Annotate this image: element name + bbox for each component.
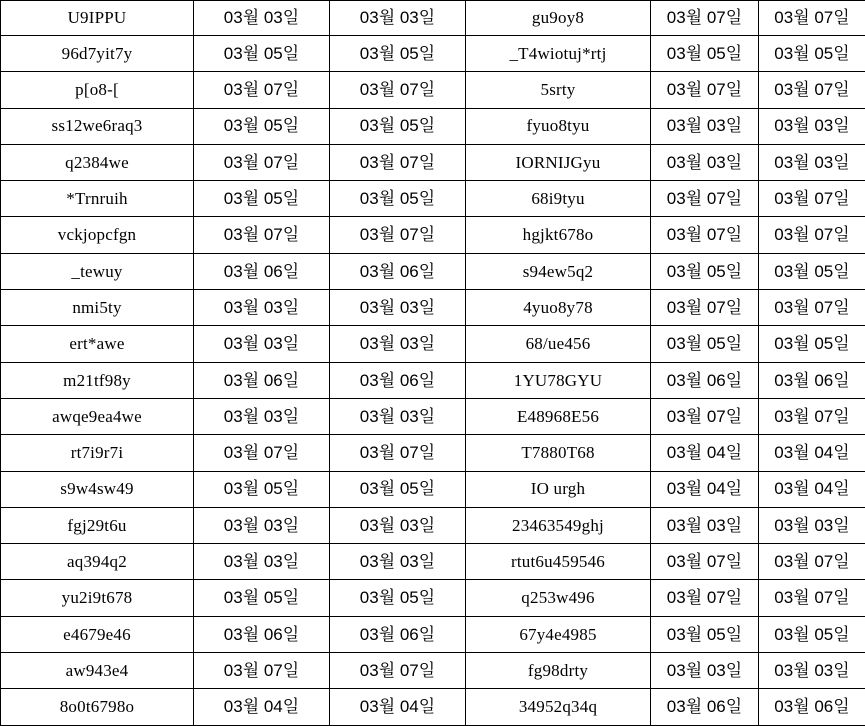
cell-date-1[interactable]: 03월 06일: [194, 253, 330, 289]
cell-date-1[interactable]: 03월 03일: [194, 326, 330, 362]
cell-date-1[interactable]: 03월 07일: [194, 72, 330, 108]
table-body: [1, 1, 865, 726]
cell-date-2[interactable]: 03월 05일: [330, 580, 466, 616]
cell-name[interactable]: nmi5ty: [1, 290, 194, 326]
cell-date-1[interactable]: 03월 05일: [194, 108, 330, 144]
cell-date-3[interactable]: 03월 04일: [651, 435, 759, 471]
cell-code[interactable]: 4yuo8y78: [466, 290, 651, 326]
table-row: [1, 290, 865, 326]
cell-name[interactable]: m21tf98y: [1, 362, 194, 398]
cell-date-1[interactable]: 03월 07일: [194, 144, 330, 180]
cell-name[interactable]: s9w4sw49: [1, 471, 194, 507]
cell-date-1[interactable]: 03월 07일: [194, 653, 330, 689]
cell-date-3[interactable]: 03월 03일: [651, 507, 759, 543]
table-row: [1, 144, 865, 180]
cell-name[interactable]: rt7i9r7i: [1, 435, 194, 471]
cell-date-2[interactable]: 03월 05일: [330, 181, 466, 217]
table-row: [1, 580, 865, 616]
cell-name[interactable]: *Trnruih: [1, 181, 194, 217]
cell-date-2[interactable]: 03월 05일: [330, 36, 466, 72]
cell-date-3[interactable]: 03월 06일: [651, 362, 759, 398]
cell-name[interactable]: e4679e46: [1, 616, 194, 652]
cell-date-4[interactable]: 03월 06일: [759, 362, 865, 398]
cell-date-4[interactable]: 03월 07일: [759, 1, 865, 36]
cell-date-1[interactable]: 03월 05일: [194, 181, 330, 217]
cell-name[interactable]: awqe9ea4we: [1, 398, 194, 434]
cell-date-2[interactable]: 03월 07일: [330, 144, 466, 180]
cell-code[interactable]: IO urgh: [466, 471, 651, 507]
cell-date-1[interactable]: 03월 03일: [194, 398, 330, 434]
cell-date-3[interactable]: 03월 05일: [651, 616, 759, 652]
cell-date-2[interactable]: 03월 03일: [330, 326, 466, 362]
cell-date-2[interactable]: 03월 07일: [330, 653, 466, 689]
table-row: [1, 72, 865, 108]
cell-date-4[interactable]: 03월 07일: [759, 398, 865, 434]
table-row: [1, 326, 865, 362]
table-row: [1, 362, 865, 398]
cell-code[interactable]: 68i9tyu: [466, 181, 651, 217]
cell-date-1[interactable]: 03월 05일: [194, 580, 330, 616]
cell-date-2[interactable]: 03월 06일: [330, 616, 466, 652]
cell-date-3[interactable]: 03월 05일: [651, 326, 759, 362]
table-row: [1, 653, 865, 689]
cell-name[interactable]: vckjopcfgn: [1, 217, 194, 253]
cell-date-1[interactable]: 03월 05일: [194, 471, 330, 507]
cell-date-3[interactable]: 03월 04일: [651, 471, 759, 507]
cell-date-1[interactable]: 03월 07일: [194, 217, 330, 253]
cell-code[interactable]: fyuo8tyu: [466, 108, 651, 144]
cell-date-3[interactable]: 03월 05일: [651, 253, 759, 289]
cell-date-3[interactable]: 03월 06일: [651, 689, 759, 725]
table-row: [1, 217, 865, 253]
table-row: [1, 36, 865, 72]
cell-date-4[interactable]: 03월 05일: [759, 326, 865, 362]
cell-date-2[interactable]: 03월 07일: [330, 72, 466, 108]
cell-code[interactable]: 23463549ghj: [466, 507, 651, 543]
cell-code[interactable]: 68/ue456: [466, 326, 651, 362]
cell-name[interactable]: ss12we6raq3: [1, 108, 194, 144]
cell-date-4[interactable]: 03월 04일: [759, 471, 865, 507]
cell-date-4[interactable]: 03월 05일: [759, 616, 865, 652]
table-row: [1, 544, 865, 580]
table-row: [1, 181, 865, 217]
cell-name[interactable]: aq394q2: [1, 544, 194, 580]
cell-name[interactable]: 8o0t6798o: [1, 689, 194, 725]
cell-name[interactable]: fgj29t6u: [1, 507, 194, 543]
cell-date-4[interactable]: 03월 07일: [759, 217, 865, 253]
cell-date-3[interactable]: 03월 07일: [651, 544, 759, 580]
cell-name[interactable]: U9IPPU: [1, 1, 194, 36]
cell-date-1[interactable]: 03월 06일: [194, 616, 330, 652]
cell-date-4[interactable]: 03월 07일: [759, 72, 865, 108]
table-row: [1, 398, 865, 434]
cell-date-4[interactable]: 03월 07일: [759, 290, 865, 326]
cell-date-4[interactable]: 03월 07일: [759, 544, 865, 580]
table-row: [1, 471, 865, 507]
cell-date-2[interactable]: 03월 03일: [330, 507, 466, 543]
table-row: [1, 108, 865, 144]
cell-date-1[interactable]: 03월 03일: [194, 544, 330, 580]
cell-date-2[interactable]: 03월 03일: [330, 398, 466, 434]
cell-date-4[interactable]: 03월 07일: [759, 181, 865, 217]
cell-code[interactable]: 67y4e4985: [466, 616, 651, 652]
cell-date-3[interactable]: 03월 07일: [651, 72, 759, 108]
table-row: [1, 507, 865, 543]
cell-code[interactable]: rtut6u459546: [466, 544, 651, 580]
cell-date-3[interactable]: 03월 07일: [651, 181, 759, 217]
cell-date-4[interactable]: 03월 03일: [759, 507, 865, 543]
cell-name[interactable]: q2384we: [1, 144, 194, 180]
cell-code[interactable]: gu9oy8: [466, 1, 651, 36]
table-row: [1, 616, 865, 652]
cell-code[interactable]: T7880T68: [466, 435, 651, 471]
cell-date-4[interactable]: 03월 07일: [759, 580, 865, 616]
cell-date-2[interactable]: 03월 05일: [330, 471, 466, 507]
cell-date-4[interactable]: 03월 03일: [759, 653, 865, 689]
cell-code[interactable]: hgjkt678o: [466, 217, 651, 253]
cell-code[interactable]: 1YU78GYU: [466, 362, 651, 398]
cell-date-2[interactable]: 03월 03일: [330, 290, 466, 326]
cell-date-3[interactable]: 03월 03일: [651, 108, 759, 144]
table-row: [1, 435, 865, 471]
cell-code[interactable]: 5srty: [466, 72, 651, 108]
cell-date-2[interactable]: 03월 06일: [330, 253, 466, 289]
cell-date-3[interactable]: 03월 07일: [651, 290, 759, 326]
cell-date-1[interactable]: 03월 07일: [194, 435, 330, 471]
cell-code[interactable]: 34952q34q: [466, 689, 651, 725]
cell-date-3[interactable]: 03월 07일: [651, 1, 759, 36]
cell-date-1[interactable]: 03월 05일: [194, 36, 330, 72]
cell-date-2[interactable]: 03월 05일: [330, 108, 466, 144]
cell-name[interactable]: 96d7yit7y: [1, 36, 194, 72]
table-row: [1, 253, 865, 289]
cell-code[interactable]: s94ew5q2: [466, 253, 651, 289]
cell-date-3[interactable]: 03월 07일: [651, 398, 759, 434]
cell-name[interactable]: aw943e4: [1, 653, 194, 689]
cell-date-2[interactable]: 03월 07일: [330, 435, 466, 471]
cell-date-1[interactable]: 03월 03일: [194, 507, 330, 543]
cell-name[interactable]: p[o8-[: [1, 72, 194, 108]
cell-name[interactable]: yu2i9t678: [1, 580, 194, 616]
cell-date-4[interactable]: 03월 05일: [759, 36, 865, 72]
cell-date-4[interactable]: 03월 04일: [759, 435, 865, 471]
cell-name[interactable]: _tewuy: [1, 253, 194, 289]
cell-date-2[interactable]: 03월 07일: [330, 217, 466, 253]
cell-date-1[interactable]: 03월 06일: [194, 362, 330, 398]
cell-date-1[interactable]: 03월 03일: [194, 1, 330, 36]
cell-date-3[interactable]: 03월 03일: [651, 653, 759, 689]
cell-date-1[interactable]: 03월 04일: [194, 689, 330, 725]
cell-code[interactable]: _T4wiotuj*rtj: [466, 36, 651, 72]
cell-date-4[interactable]: 03월 06일: [759, 689, 865, 725]
cell-date-2[interactable]: 03월 03일: [330, 1, 466, 36]
cell-date-1[interactable]: 03월 03일: [194, 290, 330, 326]
cell-date-3[interactable]: 03월 07일: [651, 217, 759, 253]
cell-date-2[interactable]: 03월 04일: [330, 689, 466, 725]
cell-code[interactable]: fg98drty: [466, 653, 651, 689]
cell-code[interactable]: E48968E56: [466, 398, 651, 434]
cell-date-3[interactable]: 03월 07일: [651, 580, 759, 616]
cell-date-4[interactable]: 03월 03일: [759, 108, 865, 144]
table-row: [1, 1, 865, 36]
cell-name[interactable]: ert*awe: [1, 326, 194, 362]
cell-date-3[interactable]: 03월 03일: [651, 144, 759, 180]
cell-date-3[interactable]: 03월 05일: [651, 36, 759, 72]
cell-date-2[interactable]: 03월 03일: [330, 544, 466, 580]
cell-date-4[interactable]: 03월 05일: [759, 253, 865, 289]
cell-code[interactable]: IORNIJGyu: [466, 144, 651, 180]
cell-date-2[interactable]: 03월 06일: [330, 362, 466, 398]
cell-code[interactable]: q253w496: [466, 580, 651, 616]
cell-date-4[interactable]: 03월 03일: [759, 144, 865, 180]
